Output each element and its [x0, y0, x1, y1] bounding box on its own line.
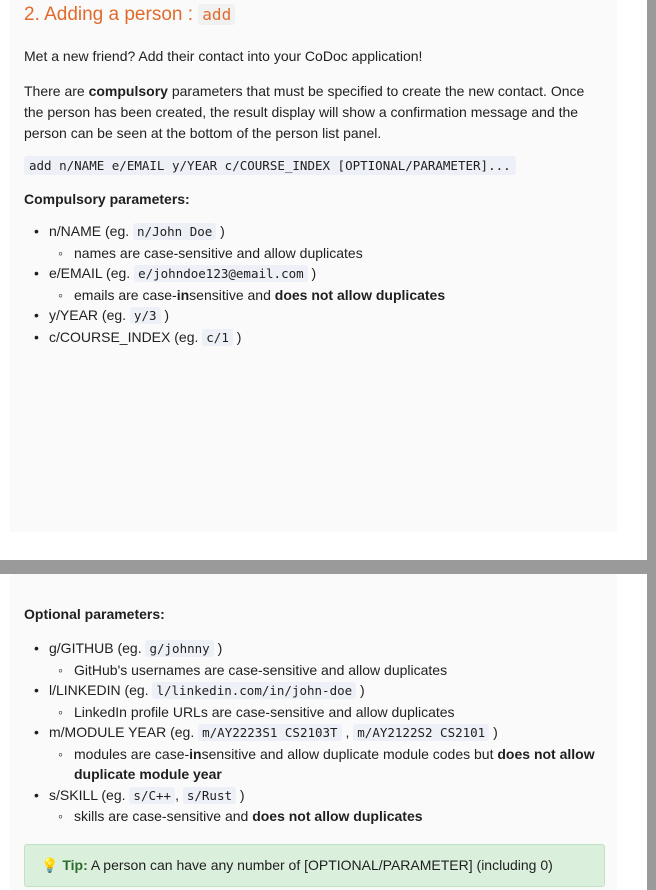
list-item: • n/NAME (eg. n/John Doe ) — [24, 221, 605, 243]
list-item-note: ◦ LinkedIn profile URLs are case-sensitive and allow duplicates — [24, 702, 605, 723]
list-item-note: ◦ modules are case-insensitive and allow duplicate module codes but does not allow duplicate module year — [24, 744, 605, 785]
example-code: c/1 — [202, 329, 233, 346]
section-content — [10, 0, 617, 532]
desc-text-rest: parameters that must be specified to create the new contact. Once the person has been created, the result display will show a confirmation message and the person can be seen at the bottom of the person list panel. — [24, 83, 585, 141]
list-item-note: ◦ names are case-sensitive and allow duplicates — [24, 243, 605, 264]
list-item: • y/YEAR (eg. y/3 ) — [24, 305, 605, 327]
example-code: m/AY2223S1 CS2103T — [198, 724, 341, 741]
lightbulb-icon: 💡 — [41, 856, 59, 873]
example-code: y/3 — [130, 307, 161, 324]
tip-label: Tip: — [62, 856, 88, 873]
optional-list — [24, 638, 605, 827]
title-text: 2. Adding a person : — [24, 4, 199, 25]
list-item-note: ◦ skills are case-sensitive and does not allow duplicates — [24, 806, 605, 827]
example-code: n/John Doe — [133, 223, 216, 240]
example-code: s/C++ — [129, 787, 175, 804]
command-format: add n/NAME e/EMAIL y/YEAR c/COURSE_INDEX [OPTIONAL/PARAMETER]... — [24, 156, 516, 175]
example-code: e/johndoe123@email.com — [134, 265, 308, 282]
compulsory-heading: Compulsory parameters: — [24, 191, 190, 207]
title-command: add — [198, 4, 235, 25]
list-item: • m/MODULE YEAR (eg. m/AY2223S1 CS2103T , m/AY2122S2 CS2101 ) — [24, 722, 605, 744]
tip-text: A person can have any number of [OPTIONAL/PARAMETER] (including 0) — [87, 856, 553, 873]
example-code: s/Rust — [183, 787, 236, 804]
list-item-note: ◦ GitHub's usernames are case-sensitive and allow duplicates — [24, 660, 605, 681]
example-code: l/linkedin.com/in/john-doe — [152, 682, 356, 699]
list-item: • s/SKILL (eg. s/C++ , s/Rust ) — [24, 785, 605, 807]
optional-heading: Optional parameters: — [24, 606, 165, 622]
tip-box — [24, 844, 605, 887]
compulsory-list — [24, 221, 605, 348]
example-code: g/johnny — [145, 640, 213, 657]
intro-text: Met a new friend? Add their contact into your CoDoc application! — [24, 48, 423, 64]
example-code: m/AY2122S2 CS2101 — [353, 724, 489, 741]
description — [24, 67, 605, 144]
section-content — [10, 574, 617, 890]
list-item: • g/GITHUB (eg. g/johnny ) — [24, 638, 605, 660]
list-item: • e/EMAIL (eg. e/johndoe123@email.com ) — [24, 263, 605, 285]
desc-bold: compulsory — [88, 83, 168, 99]
desc-text: There are — [24, 83, 89, 99]
list-item: • c/COURSE_INDEX (eg. c/1 ) — [24, 327, 605, 349]
list-item-note: ◦ emails are case-insensitive and does not allow duplicates — [24, 285, 605, 306]
list-item: • l/LINKEDIN (eg. l/linkedin.com/in/john-doe ) — [24, 680, 605, 702]
page-bottom — [0, 574, 647, 890]
section-title — [24, 0, 605, 34]
